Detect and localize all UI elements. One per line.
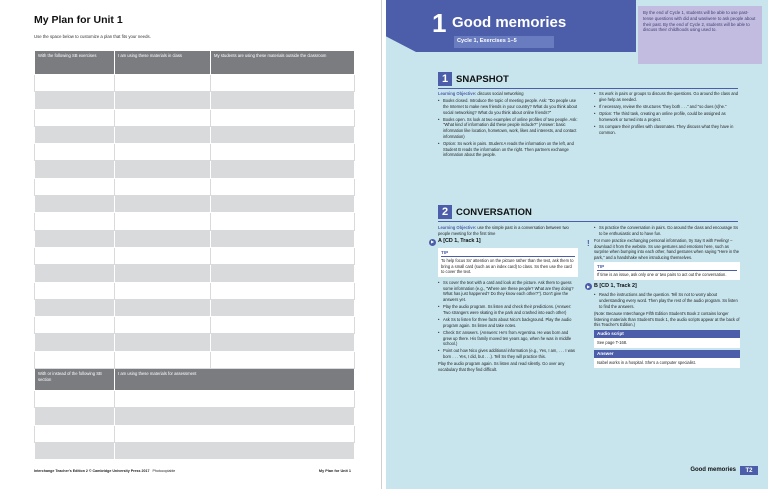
page-number: T2 bbox=[740, 466, 758, 475]
plan-cell[interactable] bbox=[115, 75, 211, 92]
plan-cell[interactable] bbox=[35, 92, 115, 109]
plan-cell[interactable] bbox=[35, 144, 115, 161]
plan-cell[interactable] bbox=[211, 213, 355, 230]
section-snapshot-heading bbox=[438, 72, 509, 86]
cycle-label bbox=[454, 36, 554, 48]
header-sb-exercises: With the following SB exercises bbox=[35, 51, 115, 75]
exercise-b-heading bbox=[585, 283, 740, 290]
snapshot-step: • Ss compare their profiles with classmates. They discuss what they have in common. bbox=[594, 124, 740, 135]
right-page bbox=[386, 0, 768, 489]
plan-title: My Plan for Unit 1 bbox=[34, 14, 123, 26]
plan-cell[interactable] bbox=[35, 265, 115, 282]
edition-note: (Note: Because Interchange Fifth Edition Student's Book 2 contains longer listening materials than Student's Book 1, the audio scripts appear at the back of this Teacher's Edition.) bbox=[594, 310, 740, 328]
audio-script-label: Audio script bbox=[594, 330, 740, 338]
exercise-b-label: B [CD 1, Track 2] bbox=[594, 283, 637, 289]
conversation-right-column bbox=[586, 225, 740, 368]
plan-cell[interactable] bbox=[115, 265, 211, 282]
plan-cell[interactable] bbox=[35, 109, 115, 126]
play-icon[interactable]: ▶ bbox=[586, 283, 591, 289]
objective-text: use the simple past in a conversation between two people meeting for the first time bbox=[438, 225, 569, 236]
header-in-class: I am using these materials in class bbox=[115, 51, 211, 75]
plan-cell[interactable] bbox=[35, 196, 115, 213]
tip-box bbox=[438, 248, 578, 277]
extra-practice-text: For more practice exchanging personal information, try Say It with Feeling! – download it from the website. Ss use gestures and emotions here, such as surprise when bumping into each other, hand gestures when saying "Here in the park," and a handshake when introducing themselves. bbox=[594, 237, 740, 260]
plan-cell[interactable] bbox=[211, 161, 355, 178]
conversation-step: • Ss practice the conversation in pairs. Go around the class and encourage Ss to be enthusiastic and to have fun. bbox=[594, 225, 740, 236]
plan-cell[interactable] bbox=[211, 144, 355, 161]
conversation-left-column bbox=[430, 225, 578, 374]
plan-cell[interactable] bbox=[211, 247, 355, 264]
objective-label: Learning Objective: bbox=[438, 91, 477, 96]
snapshot-step: • Books open. Ss look at two examples of online profiles of two people. Ask: "What kind of information did these people include?" (Answer: basic information like location, hometown, work, likes and interests, and contact information) bbox=[438, 117, 578, 140]
conversation-step: • Read the instructions and the question. Tell Ss not to worry about understanding every word. Then play the rest of the audio program. Ss listen to find the answers. bbox=[594, 292, 740, 309]
conversation-step: • Ss cover the text with a card and look at the picture. Ask them to guess some information (e.g., "Where are these people? What are they doing? What has just happened? Do they know each other?"). Don't give the answers yet. bbox=[438, 280, 578, 303]
plan-cell[interactable] bbox=[35, 317, 115, 334]
objective-text: discuss social networking bbox=[476, 91, 524, 96]
plan-cell[interactable] bbox=[35, 178, 115, 195]
tip-text: To help focus Ss' attention on the picture rather than the text, ask them to bring a small card (such as an index card) to class. Ss then use the card to cover the text. bbox=[441, 258, 574, 275]
plan-cell[interactable] bbox=[211, 109, 355, 126]
section-number: 2 bbox=[438, 205, 452, 219]
plan-cell[interactable] bbox=[115, 161, 211, 178]
section-conversation-heading bbox=[438, 205, 532, 219]
plan-cell[interactable] bbox=[115, 334, 211, 351]
plan-cell[interactable] bbox=[35, 126, 115, 143]
plan-cell[interactable] bbox=[115, 247, 211, 264]
conversation-step: • Play the audio program. Ss listen and check their predictions. (Answer: Two strangers were skating in the park and crashed into each other) bbox=[438, 304, 578, 315]
plan-subtitle: Use the space below to customize a plan that fits your needs. bbox=[34, 34, 151, 39]
plan-cell[interactable] bbox=[35, 213, 115, 230]
header-sb-section: With or instead of the following SB section bbox=[35, 369, 115, 391]
conversation-step: Play the audio program again. Ss listen and read silently. Go over any vocabulary that they find difficult. bbox=[438, 361, 565, 372]
plan-cell[interactable] bbox=[211, 230, 355, 247]
tip-label: TIP bbox=[597, 264, 737, 271]
plan-cell[interactable] bbox=[115, 144, 211, 161]
left-footer-photocopiable: Photocopiable bbox=[152, 469, 176, 473]
assessment-cell[interactable] bbox=[35, 425, 115, 442]
assessment-cell[interactable] bbox=[35, 391, 115, 408]
plan-cell[interactable] bbox=[211, 126, 355, 143]
answer-label: Answer bbox=[594, 350, 740, 358]
left-footer-copyright: Interchange Teacher's Edition 2 © Cambridge University Press 2017 bbox=[34, 469, 150, 473]
play-icon[interactable]: ▶ bbox=[430, 239, 435, 245]
objective-label: Learning Objective: bbox=[438, 225, 477, 230]
section-label: CONVERSATION bbox=[456, 206, 532, 218]
plan-cell[interactable] bbox=[115, 109, 211, 126]
left-footer-page-label: My Plan for Unit 1 bbox=[318, 469, 351, 473]
snapshot-left-column bbox=[438, 91, 578, 159]
assessment-cell[interactable] bbox=[115, 442, 355, 459]
unit-title: Good memories bbox=[452, 14, 567, 31]
snapshot-step: • Option: Ss work in pairs. Student A reads the information on the left, and Student B reads the information on the right. Then partners exchange information about the people. bbox=[438, 141, 578, 158]
section-rule bbox=[438, 221, 738, 222]
section-rule bbox=[438, 88, 738, 89]
assessment-cell[interactable] bbox=[35, 442, 115, 459]
plan-cell[interactable] bbox=[115, 282, 211, 299]
plan-cell[interactable] bbox=[211, 196, 355, 213]
cycle-goal-box: By the end of Cycle 1, students will be able to use past-tense questions with did and was/were to ask people about their past. By the end of Cycle 2, students will be able to discuss their childhoods using used to. bbox=[638, 6, 762, 64]
tip-label: TIP bbox=[441, 250, 575, 257]
plan-cell[interactable] bbox=[35, 161, 115, 178]
plan-cell[interactable] bbox=[115, 126, 211, 143]
extra-practice-note bbox=[587, 237, 740, 261]
left-footer bbox=[34, 469, 175, 473]
plan-cell[interactable] bbox=[115, 92, 211, 109]
tip-box bbox=[594, 262, 740, 280]
conversation-step: • Check Ss' answers. (Answers: He's from Argentina. He was born and grew up there. His family moved ten years ago, when he was in middle school.) bbox=[438, 330, 578, 347]
answer-text: Isabel works in a hospital. She's a computer specialist. bbox=[594, 358, 740, 368]
exclamation-icon: ! bbox=[587, 238, 590, 248]
plan-cell[interactable] bbox=[211, 299, 355, 316]
plan-cell[interactable] bbox=[115, 351, 211, 368]
plan-cell[interactable] bbox=[211, 92, 355, 109]
plan-cell[interactable] bbox=[211, 317, 355, 334]
exercise-a-heading bbox=[429, 238, 578, 245]
plan-cell[interactable] bbox=[211, 265, 355, 282]
plan-cell[interactable] bbox=[35, 75, 115, 92]
exercise-a-label: A [CD 1, Track 1] bbox=[438, 238, 481, 245]
snapshot-step: • Option: The third task, creating an online profile, could be assigned as homework or turned into a project. bbox=[594, 111, 740, 122]
cycle-text: Cycle 1, Exercises 1–5 bbox=[457, 38, 517, 44]
plan-cell[interactable] bbox=[211, 75, 355, 92]
header-assessment: I am using these materials for assessment bbox=[115, 369, 355, 391]
plan-table bbox=[34, 50, 355, 460]
plan-cell[interactable] bbox=[115, 196, 211, 213]
left-page bbox=[0, 0, 382, 489]
plan-cell[interactable] bbox=[211, 351, 355, 368]
conversation-step: • Point out how Nico gives additional information (e.g., Yes, I am, . . . I was born . . . Yes, I did, but . . .). Tell Ss they will practice this. bbox=[438, 348, 578, 359]
right-footer-title: Good memories bbox=[690, 467, 736, 473]
snapshot-right-column bbox=[594, 91, 740, 137]
plan-cell[interactable] bbox=[35, 247, 115, 264]
header-outside-class: My students are using these materials outside the classroom bbox=[211, 51, 355, 75]
audio-script-text: See page T-168. bbox=[594, 338, 740, 348]
plan-cell[interactable] bbox=[35, 334, 115, 351]
tip-text: If time is an issue, ask only one or two pairs to act out the conversation. bbox=[597, 272, 727, 278]
assessment-cell[interactable] bbox=[115, 408, 355, 425]
plan-cell[interactable] bbox=[115, 230, 211, 247]
assessment-cell[interactable] bbox=[35, 408, 115, 425]
plan-cell[interactable] bbox=[115, 213, 211, 230]
plan-cell[interactable] bbox=[35, 351, 115, 368]
conversation-step: • Ask Ss to listen for three facts about Nico's background. Play the audio program again. Ss listen and take notes. bbox=[438, 317, 578, 328]
snapshot-step: • If necessary, review the structures "they both . . ." and "so does (s)he." bbox=[594, 104, 740, 110]
plan-cell[interactable] bbox=[115, 178, 211, 195]
section-number: 1 bbox=[438, 72, 452, 86]
plan-cell[interactable] bbox=[35, 282, 115, 299]
plan-cell[interactable] bbox=[115, 317, 211, 334]
snapshot-step: • Ss work in pairs or groups to discuss the questions. Go around the class and give help as needed. bbox=[594, 91, 740, 102]
plan-cell[interactable] bbox=[211, 282, 355, 299]
assessment-cell[interactable] bbox=[115, 425, 355, 442]
plan-cell[interactable] bbox=[35, 299, 115, 316]
section-label: SNAPSHOT bbox=[456, 73, 509, 85]
plan-cell[interactable] bbox=[211, 334, 355, 351]
plan-cell[interactable] bbox=[115, 299, 211, 316]
snapshot-step: • Books closed. Introduce the topic of meeting people. Ask: "Do people use the Internet to make new friends in your country? What do you think about social networking? What do you think about online friends?" bbox=[438, 98, 578, 115]
plan-cell[interactable] bbox=[35, 230, 115, 247]
plan-cell[interactable] bbox=[211, 178, 355, 195]
assessment-cell[interactable] bbox=[115, 391, 355, 408]
unit-number: 1 bbox=[432, 8, 447, 38]
